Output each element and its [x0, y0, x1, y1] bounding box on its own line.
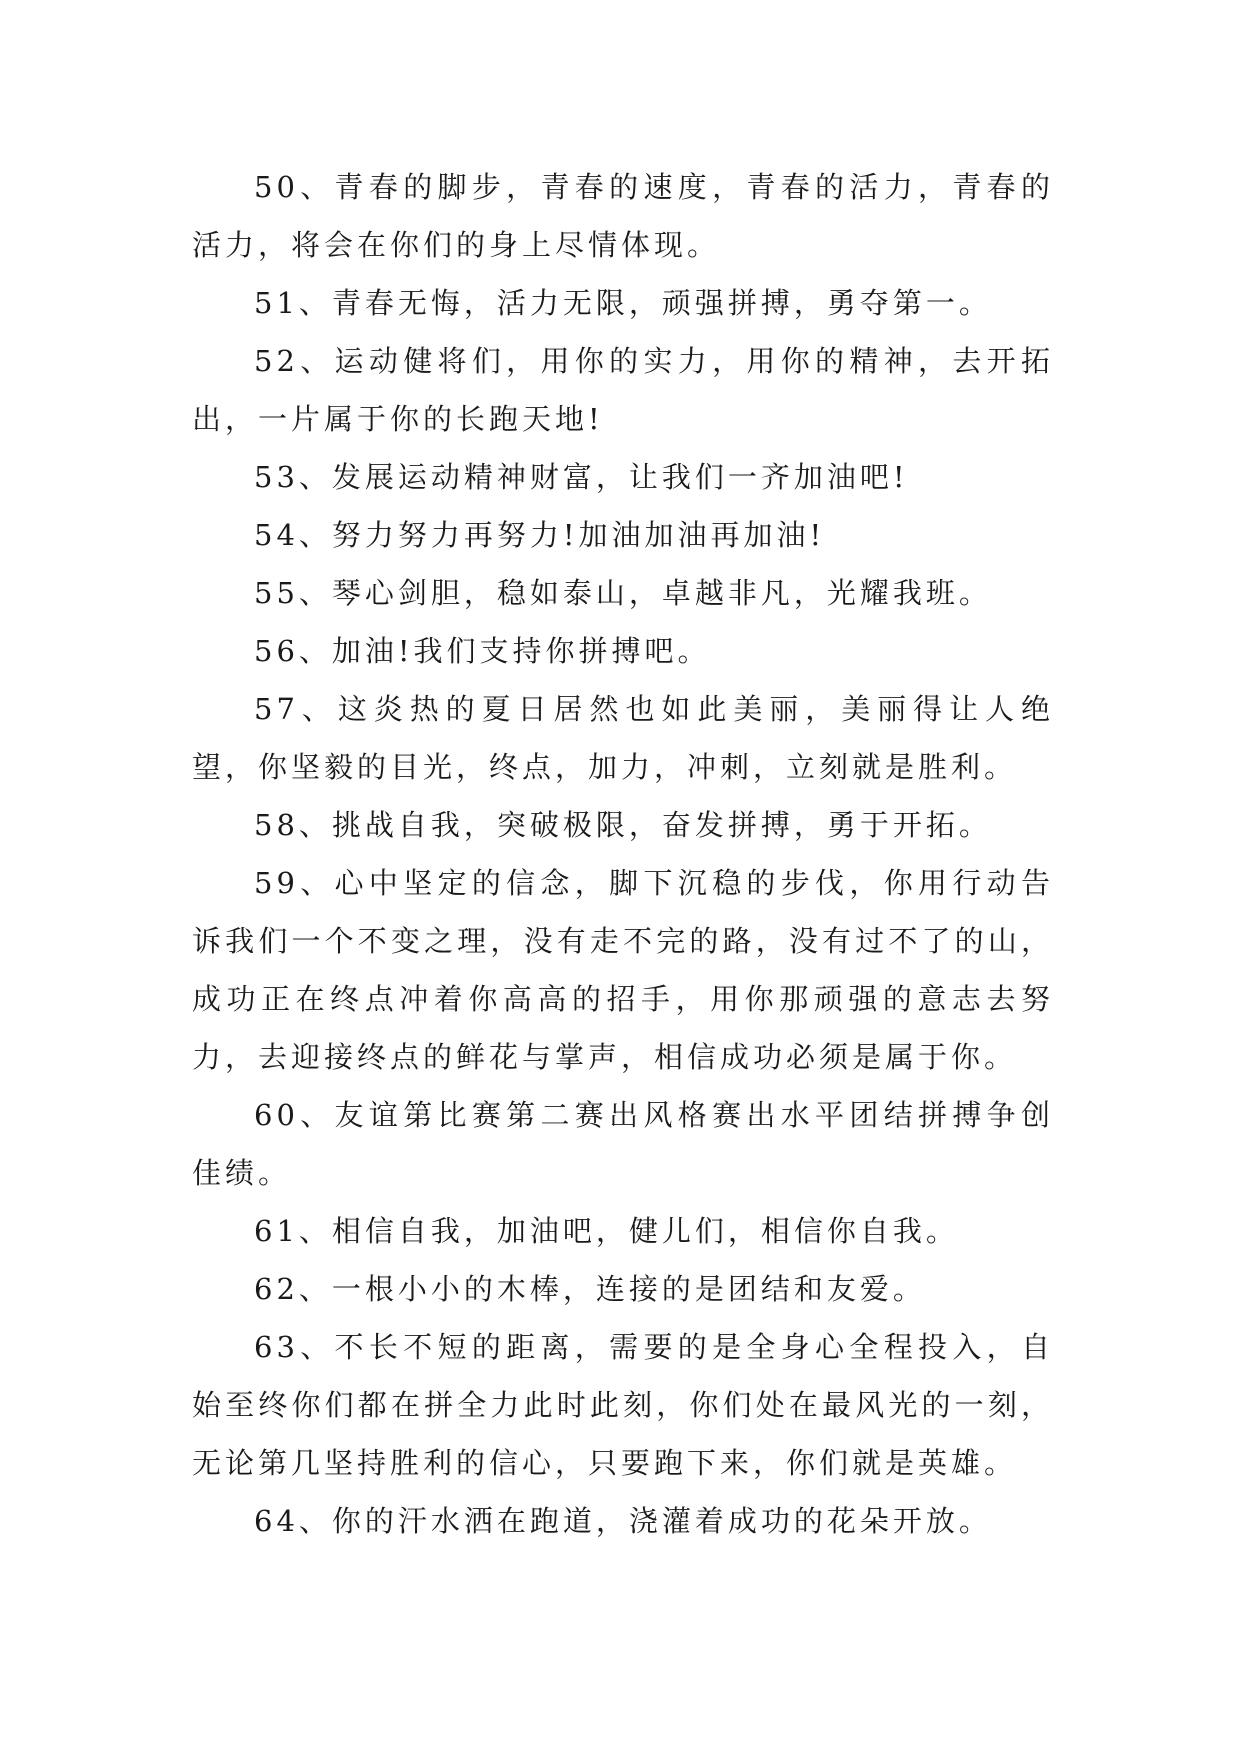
- paragraph-54: 54、努力努力再努力!加油加油再加油!: [254, 518, 826, 552]
- paragraph-56: 56、加油!我们支持你拼搏吧。: [254, 634, 711, 668]
- paragraph-59: 59、心中坚定的信念，脚下沉稳的步伐，你用行动告诉我们一个不变之理，没有走不完的路，没有过不了的山，成功正在终点冲着你高高的招手，用你那顽强的意志去努力，去迎接终点的鲜花与掌声，相信成功必须是属于你。: [192, 866, 1054, 1074]
- paragraph-60: 60、友谊第比赛第二赛出风格赛出水平团结拼搏争创佳绩。: [192, 1098, 1054, 1190]
- paragraph-61: 61、相信自我，加油吧，健儿们，相信你自我。: [254, 1214, 959, 1248]
- paragraph-50: 50、青春的脚步，青春的速度，青春的活力，青春的活力，将会在你们的身上尽情体现。: [192, 170, 1054, 262]
- paragraph-58: 58、挑战自我，突破极限，奋发拼搏，勇于开拓。: [254, 808, 992, 842]
- paragraph-63: 63、不长不短的距离，需要的是全身心全程投入，自始至终你们都在拼全力此时此刻，你们处在最风光的一刻，无论第几坚持胜利的信心，只要跑下来，你们就是英雄。: [192, 1330, 1054, 1480]
- paragraph-51: 51、青春无悔，活力无限，顽强拼搏，勇夺第一。: [254, 286, 992, 320]
- paragraph-57: 57、这炎热的夏日居然也如此美丽，美丽得让人绝望，你坚毅的目光，终点，加力，冲刺，立刻就是胜利。: [192, 692, 1054, 784]
- paragraph-55: 55、琴心剑胆，稳如泰山，卓越非凡，光耀我班。: [254, 576, 992, 610]
- paragraph-53: 53、发展运动精神财富，让我们一齐加油吧!: [254, 460, 909, 494]
- paragraph-62: 62、一根小小的木棒，连接的是团结和友爱。: [254, 1272, 926, 1306]
- document-body: [192, 158, 1054, 1550]
- paragraph-64: 64、你的汗水洒在跑道，浇灌着成功的花朵开放。: [254, 1504, 992, 1538]
- paragraph-52: 52、运动健将们，用你的实力，用你的精神，去开拓出，一片属于你的长跑天地!: [192, 344, 1054, 436]
